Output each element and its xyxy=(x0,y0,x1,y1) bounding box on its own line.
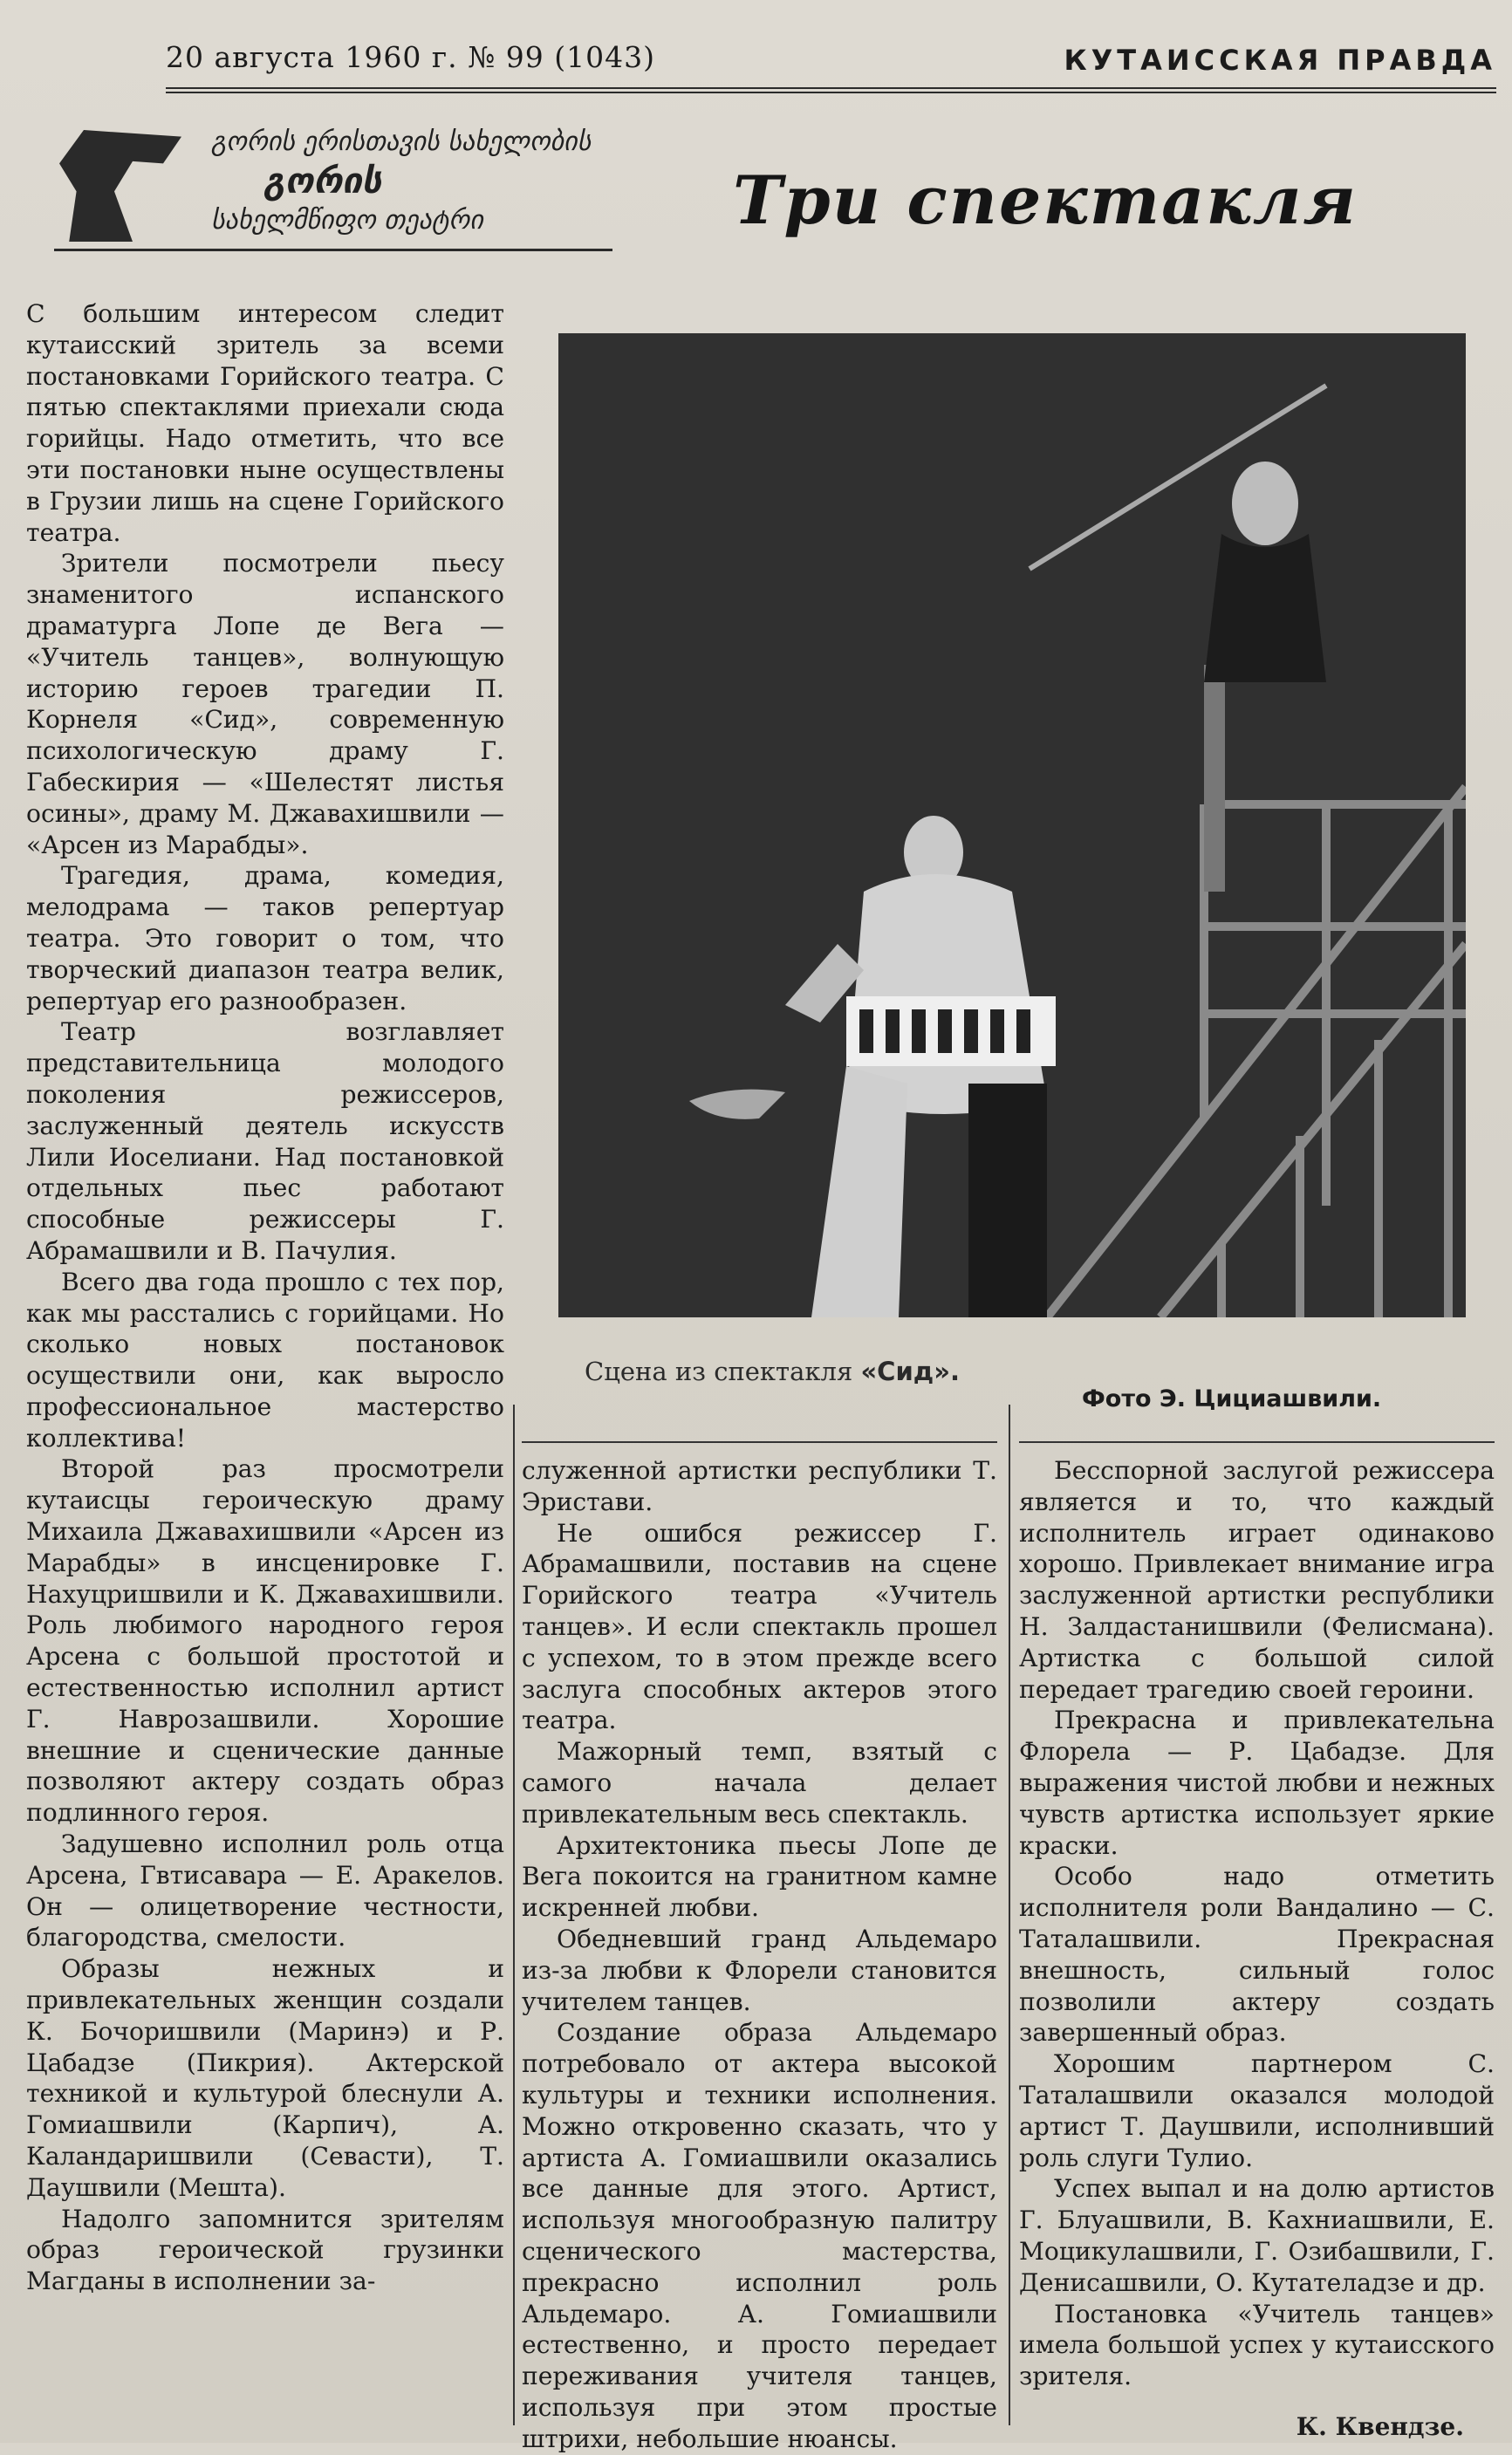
theatre-emblem-icon xyxy=(59,130,181,242)
photo-caption xyxy=(585,1357,960,1386)
paragraph: Особо надо отметить исполнителя роли Вандалино — С. Таталашвили. Прекрасная внешность, сильный голос позволили актеру создать завершенный образ. xyxy=(1019,1862,1495,2048)
theatre-rubric xyxy=(54,118,612,251)
column-top-rule xyxy=(522,1441,997,1443)
paragraph: Постановка «Учитель танцев» имела большой успех у кутаисского зрителя. xyxy=(1019,2299,1495,2391)
stage-photo-illustration xyxy=(558,333,1466,1317)
paragraph: Трагедия, драма, комедия, мелодрама — таков репертуар театра. Это говорит о том, что творческий диапазон театра велик, репертуар его разнообразен. xyxy=(26,861,504,1016)
newspaper-name: КУТАИССКАЯ ПРАВДА xyxy=(1064,44,1496,77)
paragraph: Архитектоника пьесы Лопе де Вега покоится на гранитном камне искренней любви. xyxy=(522,1830,997,1923)
paragraph: Второй раз просмотрели кутаисцы героическую драму Михаила Джавахишвили «Арсен из Марабды» в инсценировке Г. Нахуцришвили и К. Джавахишвили. Роль любимого народного героя Арсена с большой простотой и естественностью исполнил артист Г. Наврозашвили. Хорошие внешние и сценические данные позволяют актеру создать образ подлинного героя. xyxy=(26,1454,504,1828)
paragraph: Театр возглавляет представительница молодого поколения режиссеров, заслуженный деятель искусств Лили Иоселиани. Над постановкой отдельных пьес работают способные режиссеры Г. Абрамашвили и В. Пачулия. xyxy=(26,1017,504,1265)
paragraph: Прекрасна и привлекательна Флорела — Р. Цабадзе. Для выражения чистой любви и нежных чувств артистка использует яркие краски. xyxy=(1019,1706,1495,1860)
paragraph: Бесспорной заслугой режиссера является и то, что каждый исполнитель играет одинаково хорошо. Привлекает внимание игра заслуженной артистки республики Н. Залдастанишвили (Фелисмана). Артистка с большой силой передает трагедию своей героини. xyxy=(1019,1456,1495,1704)
paragraph: Всего два года прошло с тех пор, как мы расстались с горийцами. Но сколько новых постановок осуществили они, как выросло профессиональное мастерство коллектива! xyxy=(26,1267,504,1453)
paragraph: Образы нежных и привлекательных женщин создали К. Бочоришвили (Маринэ) и Р. Цабадзе (Пикрия). Актерской техникой и культурой блеснули А. Гомиашвили (Карпич), А. Каландаришвили (Севасти), Т. Даушвили (Мешта). xyxy=(26,1954,504,2202)
paragraph: Задушевно исполнил роль отца Арсена, Гвтисавара — Е. Аракелов. Он — олицетворение честности, благородства, смелости. xyxy=(26,1829,504,1952)
article-column-1 xyxy=(26,298,504,2297)
rubric-line-3: სახელმწიფო თეატრი xyxy=(211,205,483,236)
article-column-3 xyxy=(1019,1455,1495,2392)
paragraph: Надолго запомнится зрителям образ героической грузинки Магданы в исполнении за- xyxy=(26,2204,504,2296)
paragraph: Зрители посмотрели пьесу знаменитого испанского драматурга Лопе де Вега — «Учитель танцев», волнующую историю героев трагедии П. Корнеля «Сид», современную психологическую драму Г. Габескирия — «Шелестят листья осины», драму М. Джавахишвили — «Арсен из Марабды». xyxy=(26,549,504,859)
column-divider xyxy=(1009,1405,1010,2425)
stage-photo xyxy=(558,333,1466,1317)
rubric-line-2: გორის xyxy=(263,161,382,202)
issue-date: 20 августа 1960 г. № 99 (1043) xyxy=(166,40,656,74)
paragraph: Обедневший гранд Альдемаро из-за любви к Флорели становится учителем танцев. xyxy=(522,1924,997,2016)
paragraph: Не ошибся режиссер Г. Абрамашвили, поставив на сцене Горийского театра «Учитель танцев». И если спектакль прошел с успехом, то в этом прежде всего заслуга способных актеров этого театра. xyxy=(522,1518,997,1735)
article-title: Три спектакля xyxy=(733,161,1358,239)
paragraph: Успех выпал и на долю артистов Г. Блуашвили, В. Кахниашвили, Е. Моцикулашвили, Г. Озибашвили, Г. Денисашвили, О. Кутателадзе и др. xyxy=(1019,2174,1495,2297)
author-signature: К. Квендзе. xyxy=(1296,2412,1464,2441)
paragraph: служенной артистки республики Т. Эристави. xyxy=(522,1456,997,1516)
masthead-strip xyxy=(166,35,1496,93)
paragraph: С большим интересом следит кутаисский зритель за всеми постановками Горийского театра. С пятью спектаклями приехали сюда горийцы. Надо отметить, что все эти постановки ныне осуществлены в Грузии лишь на сцене Горийского театра. xyxy=(26,299,504,547)
article-column-2 xyxy=(522,1455,997,2455)
column-top-rule xyxy=(1019,1441,1495,1443)
rubric-line-1: გორის ერისთავის სახელობის xyxy=(211,127,592,157)
paragraph: Хорошим партнером С. Таталашвили оказался молодой артист Т. Даушвили, исполнивший роль слуги Тулио. xyxy=(1019,2049,1495,2172)
paragraph: Создание образа Альдемаро потребовало от актера высокой культуры и техники исполнения. Можно откровенно сказать, что у артиста А. Гомиашвили оказались все данные для этого. Артист, используя многообразную палитру сценического мастерства, прекрасно исполнил роль Альдемаро. А. Гомиашвили естественно, и просто передает переживания учителя танцев, используя при этом простые штрихи, небольшие нюансы. xyxy=(522,2018,997,2453)
photo-credit: Фото Э. Цициашвили. xyxy=(1082,1385,1382,1412)
column-divider xyxy=(513,1405,515,2425)
photo-caption-text: Сцена из спектакля xyxy=(585,1357,853,1386)
photo-caption-title: «Сид». xyxy=(860,1357,960,1386)
paragraph: Мажорный темп, взятый с самого начала делает привлекательным весь спектакль. xyxy=(522,1737,997,1829)
